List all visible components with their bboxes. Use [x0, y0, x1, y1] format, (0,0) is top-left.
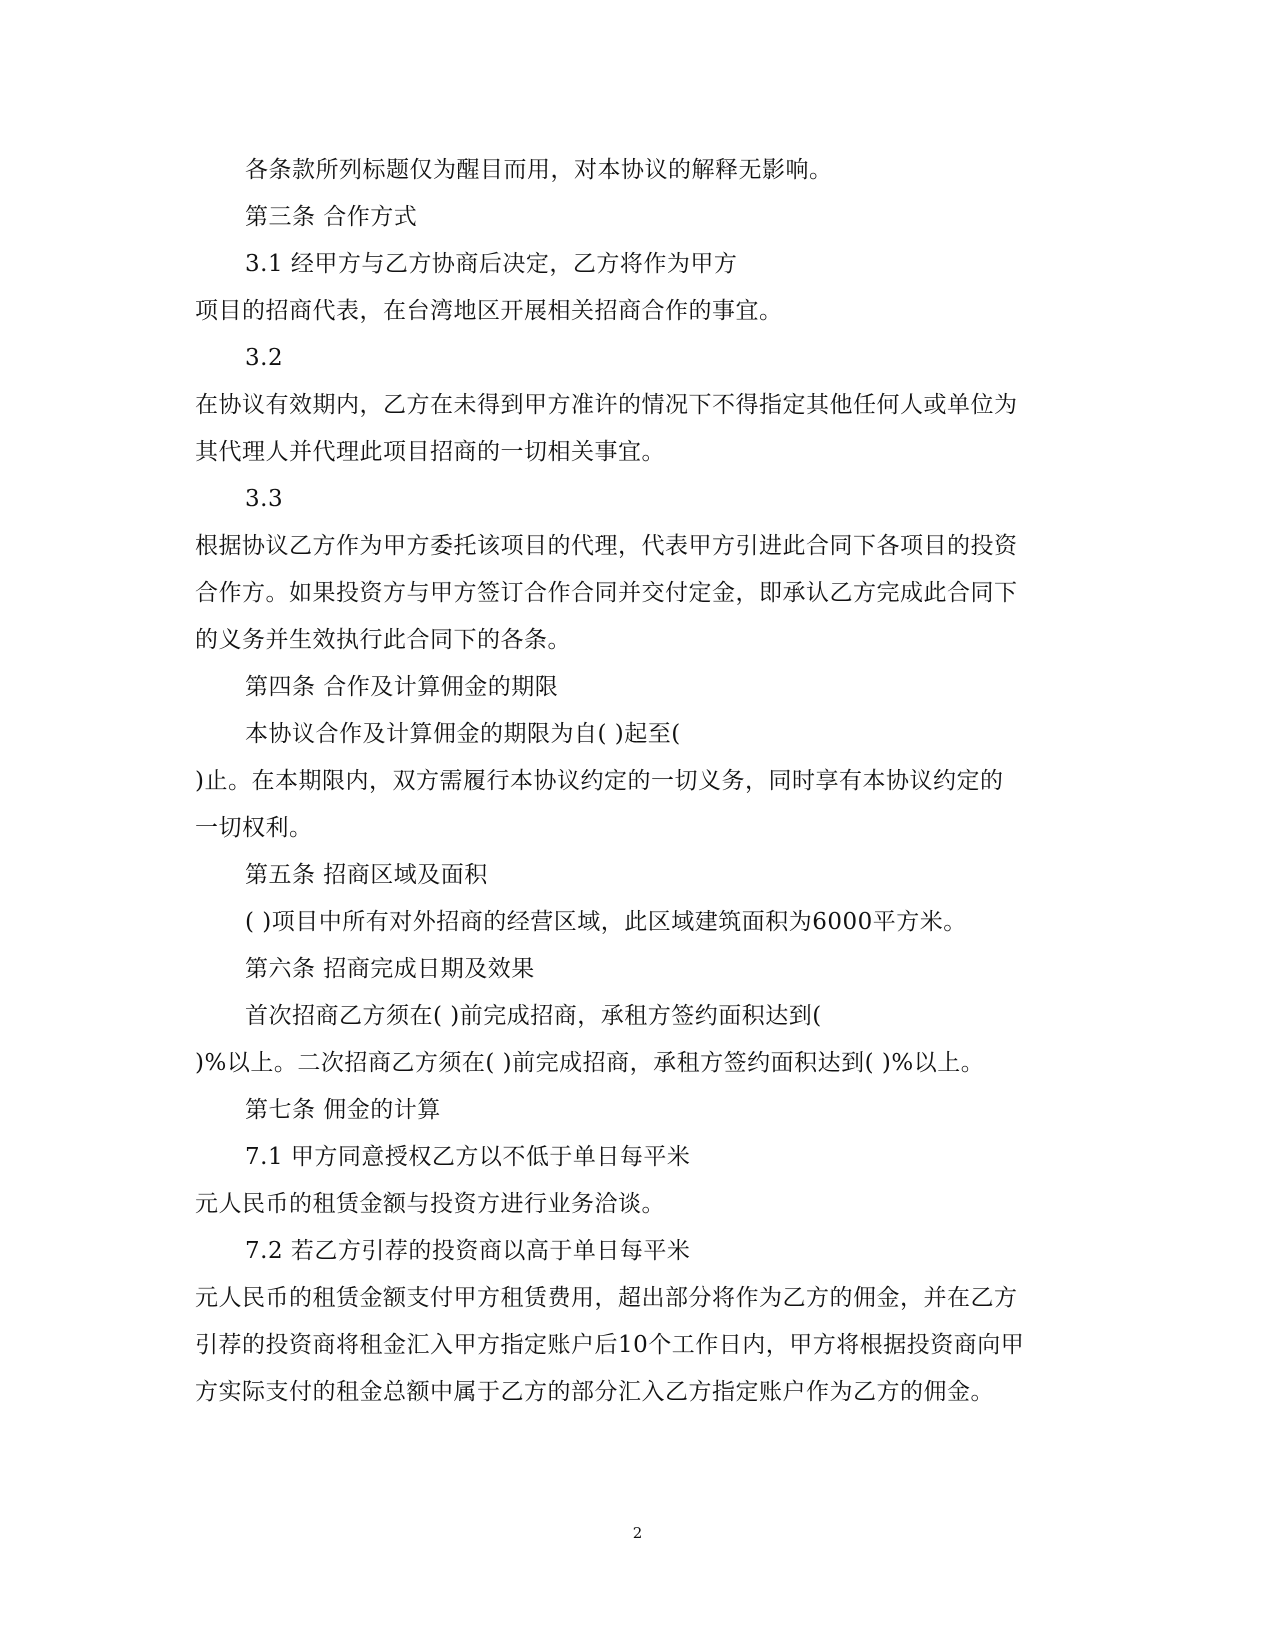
paragraph-line: 根据协议乙方作为甲方委托该项目的代理，代表甲方引进此合同下各项目的投资 [195, 533, 1018, 559]
paragraph-line: 方实际支付的租金总额中属于乙方的部分汇入乙方指定账户作为乙方的佣金。 [195, 1379, 994, 1405]
section-heading: 第六条 招商完成日期及效果 [245, 956, 535, 982]
paragraph-line: 的义务并生效执行此合同下的各条。 [195, 627, 571, 653]
paragraph-line: 首次招商乙方须在( )前完成招商，承租方签约面积达到( [245, 1003, 822, 1029]
section-heading: 第五条 招商区域及面积 [245, 862, 488, 888]
section-heading: 第三条 合作方式 [245, 204, 418, 230]
section-heading: 第四条 合作及计算佣金的期限 [245, 674, 559, 700]
paragraph-line: 各条款所列标题仅为醒目而用，对本协议的解释无影响。 [245, 157, 833, 183]
paragraph-line: 元人民币的租赁金额与投资方进行业务洽谈。 [195, 1191, 665, 1217]
paragraph-line: 引荐的投资商将租金汇入甲方指定账户后10个工作日内，甲方将根据投资商向甲 [195, 1332, 1025, 1358]
paragraph-line: 在协议有效期内，乙方在未得到甲方准许的情况下不得指定其他任何人或单位为 [195, 392, 1018, 418]
paragraph-line: 项目的招商代表，在台湾地区开展相关招商合作的事宜。 [195, 298, 783, 324]
paragraph-line: 7.1 甲方同意授权乙方以不低于单日每平米 [245, 1144, 691, 1170]
clause-number: 3.3 [245, 486, 284, 512]
paragraph-line: 7.2 若乙方引荐的投资商以高于单日每平米 [245, 1238, 691, 1264]
paragraph-line: 一切权利。 [195, 815, 313, 841]
clause-number: 3.2 [245, 345, 284, 371]
paragraph-line: 3.1 经甲方与乙方协商后决定，乙方将作为甲方 [245, 251, 738, 277]
paragraph-line: 本协议合作及计算佣金的期限为自( )起至( [245, 721, 681, 747]
paragraph-line: 合作方。如果投资方与甲方签订合作合同并交付定金，即承认乙方完成此合同下 [195, 580, 1018, 606]
section-heading: 第七条 佣金的计算 [245, 1097, 441, 1123]
paragraph-line: )%以上。二次招商乙方须在( )前完成招商，承租方签约面积达到( )%以上。 [195, 1050, 985, 1076]
paragraph-line: 其代理人并代理此项目招商的一切相关事宜。 [195, 439, 665, 465]
paragraph-line: 元人民币的租赁金额支付甲方租赁费用，超出部分将作为乙方的佣金，并在乙方 [195, 1285, 1018, 1311]
page-number: 2 [632, 1524, 643, 1542]
paragraph-line: )止。在本期限内，双方需履行本协议约定的一切义务，同时享有本协议约定的 [195, 768, 1004, 794]
paragraph-line: ( )项目中所有对外招商的经营区域，此区域建筑面积为6000平方米。 [245, 909, 967, 935]
